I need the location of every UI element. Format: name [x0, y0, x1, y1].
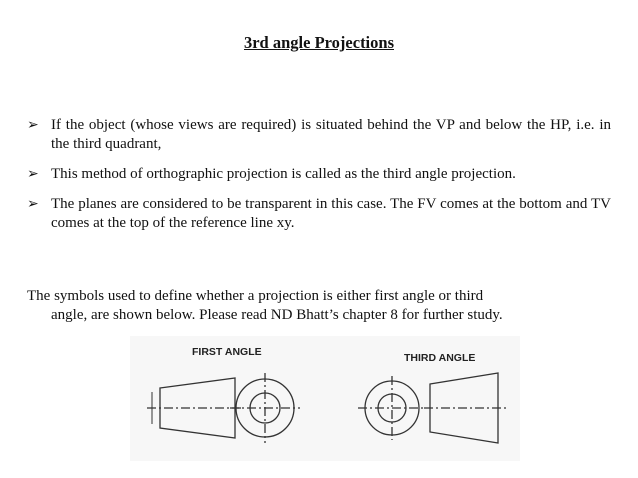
projection-symbols-figure [130, 336, 520, 461]
bullet-text: This method of orthographic projection is called as the third angle projection. [51, 166, 516, 182]
third-angle-symbol [358, 373, 508, 443]
bullet-text: The planes are considered to be transparent in this case. The FV comes at the bottom and TV comes at the top of the reference line xy. [51, 196, 611, 231]
projection-symbols-svg [130, 336, 520, 461]
bullet-item [27, 116, 611, 154]
first-angle-symbol [147, 373, 300, 443]
third-angle-label: THIRD ANGLE [404, 352, 476, 364]
bullet-item [27, 195, 611, 233]
bullet-text: If the object (whose views are required) is situated behind the VP and below the HP, i.e. in the third quadrant, [51, 117, 611, 152]
first-angle-label: FIRST ANGLE [192, 346, 262, 358]
bullet-item [27, 165, 611, 184]
symbols-paragraph [27, 287, 610, 325]
arrowhead-bullet-icon: ➢ [27, 196, 39, 212]
page-title: 3rd angle Projections [243, 33, 394, 52]
paragraph-line-2: angle, are shown below. Please read ND Bhatt’s chapter 8 for further study. [51, 307, 503, 323]
paragraph-line-1: The symbols used to define whether a projection is either first angle or third [27, 288, 484, 304]
arrowhead-bullet-icon: ➢ [27, 166, 39, 182]
bullet-list [27, 116, 611, 244]
arrowhead-bullet-icon: ➢ [27, 117, 39, 133]
